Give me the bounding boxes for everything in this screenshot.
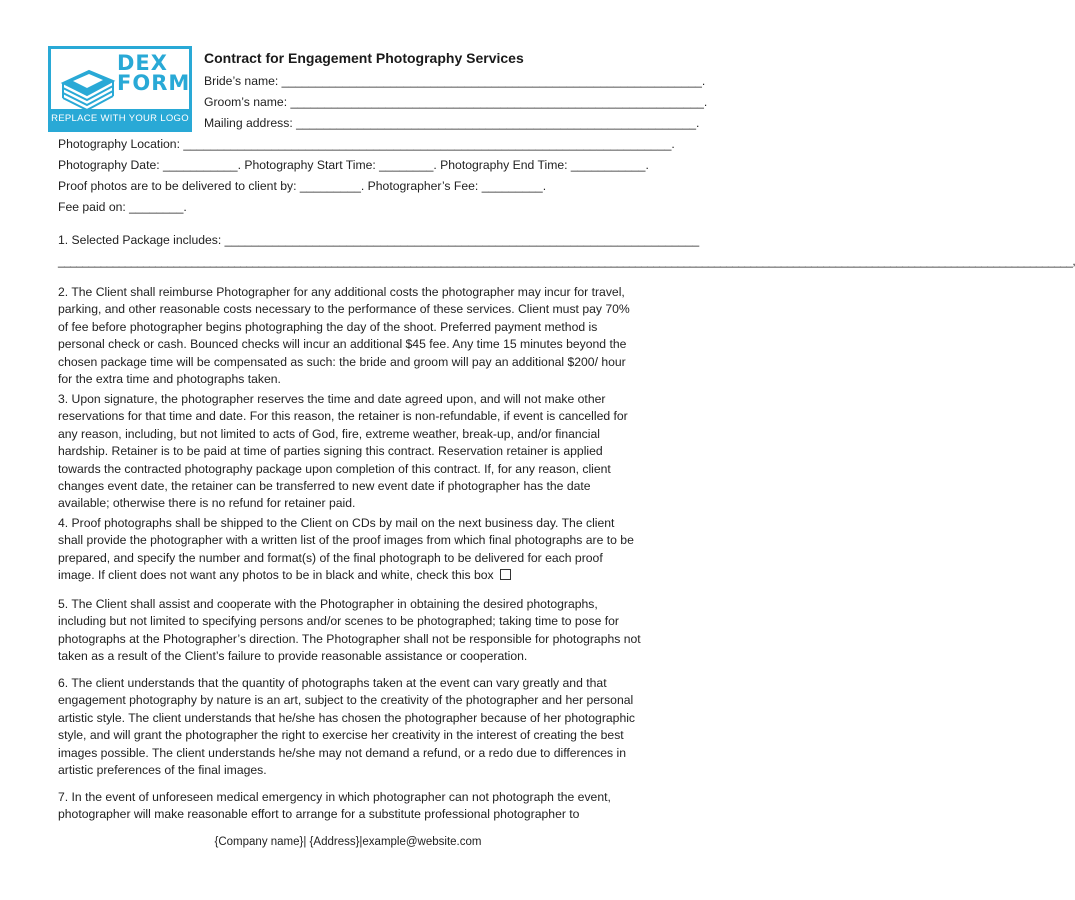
logo-wordmark: [117, 53, 190, 93]
clause-4-text: 4. Proof photographs shall be shipped to the Client on CDs by mail on the next business day. The client shall provide the photographer with a written list of the proof images from which final photographs are to be prepared, and specify the number and format(s) of the final photograph to be delivered for each proof image. If client does not want any photos to be in black and white, check this box: [58, 516, 634, 583]
package-continuation-line[interactable]: _______________________________________________________________________________________________________________________________________________________________________,: [58, 254, 1075, 268]
clause-2: 2. The Client shall reimburse Photographer for any additional costs the photographer may incur for travel, parking, and other reasonable costs necessary to the performance of these services. Client must pay 70% of fee before photographer begins photographing the day of the shoot. Preferred payment method is personal check or cash. Bounced checks will incur an additional $45 fee. Any time 15 minutes beyond the chosen package time will be compensated as such: the bride and groom will pay an additional $200/ hour for the extra time and photographs taken.: [58, 285, 630, 387]
photography-location-field[interactable]: Photography Location: ________________________________________________________________________.: [58, 137, 675, 151]
fee-paid-field[interactable]: Fee paid on: ________.: [58, 200, 187, 214]
mailing-address-field[interactable]: Mailing address: ___________________________________________________________.: [204, 116, 700, 130]
black-and-white-checkbox[interactable]: [500, 569, 511, 580]
photography-times-field[interactable]: Photography Date: ___________. Photography Start Time: ________. Photography End Time: ___________.: [58, 158, 649, 172]
logo-line-1: DEX: [117, 51, 168, 75]
logo-line-2: FORM: [117, 71, 191, 95]
bride-name-field[interactable]: Bride’s name: ______________________________________________________________.: [204, 74, 706, 88]
clause-3: 3. Upon signature, the photographer reserves the time and date agreed upon, and will not make other reservations for that time and date. For this reason, the retainer is non-refundable, if event is cancelled for any reason, including, but not limited to acts of God, fire, extreme weather, break-up, and/or financial hardship. Retainer is to be paid at time of parties signing this contract. Reservation retainer is applied towards the contracted photography package upon completion of this contract. If, for any reason, client changes event date, the retainer can be transferred to new event date if photographer has the date available; otherwise there is no refund for retainer paid.: [58, 392, 628, 511]
logo-tagline: REPLACE WITH YOUR LOGO: [51, 109, 189, 129]
document-title: Contract for Engagement Photography Services: [204, 50, 524, 66]
clause-4: [58, 515, 642, 585]
page-footer: {Company name}| {Address}|example@website.com: [214, 836, 482, 848]
clause-5: 5. The Client shall assist and cooperate with the Photographer in obtaining the desired photographs, including but not limited to specifying persons and/or scenes to be photographed; taking time to pose for photographs at the Photographer’s direction. The Photographer shall not be responsible for photographs not taken as a result of the Client’s failure to provide reasonable assistance or cooperation.: [58, 597, 641, 664]
clause-7: 7. In the event of unforeseen medical emergency in which photographer can not photograph the event, photographer will make reasonable effort to arrange for a substitute professional photographer to: [58, 790, 611, 822]
selected-package-field[interactable]: 1. Selected Package includes: ______________________________________________________________________: [58, 233, 700, 247]
proof-delivery-field[interactable]: Proof photos are to be delivered to client by: _________. Photographer’s Fee: _________.: [58, 179, 547, 193]
stacked-papers-icon: [59, 55, 117, 111]
groom-name-field[interactable]: Groom’s name: _____________________________________________________________.: [204, 95, 708, 109]
company-logo: [48, 46, 192, 132]
clause-6: 6. The client understands that the quantity of photographs taken at the event can vary greatly and that engagement photography by nature is an art, subject to the creativity of the photographer and her personal artistic style. The client understands that he/she has chosen the photographer because of her photographic style, and will grant the photographer the right to exercise her creativity in the interest of creating the best images possible. The client understands he/she may not demand a refund, or a redo due to differences in artistic preferences of the final images.: [58, 676, 636, 778]
